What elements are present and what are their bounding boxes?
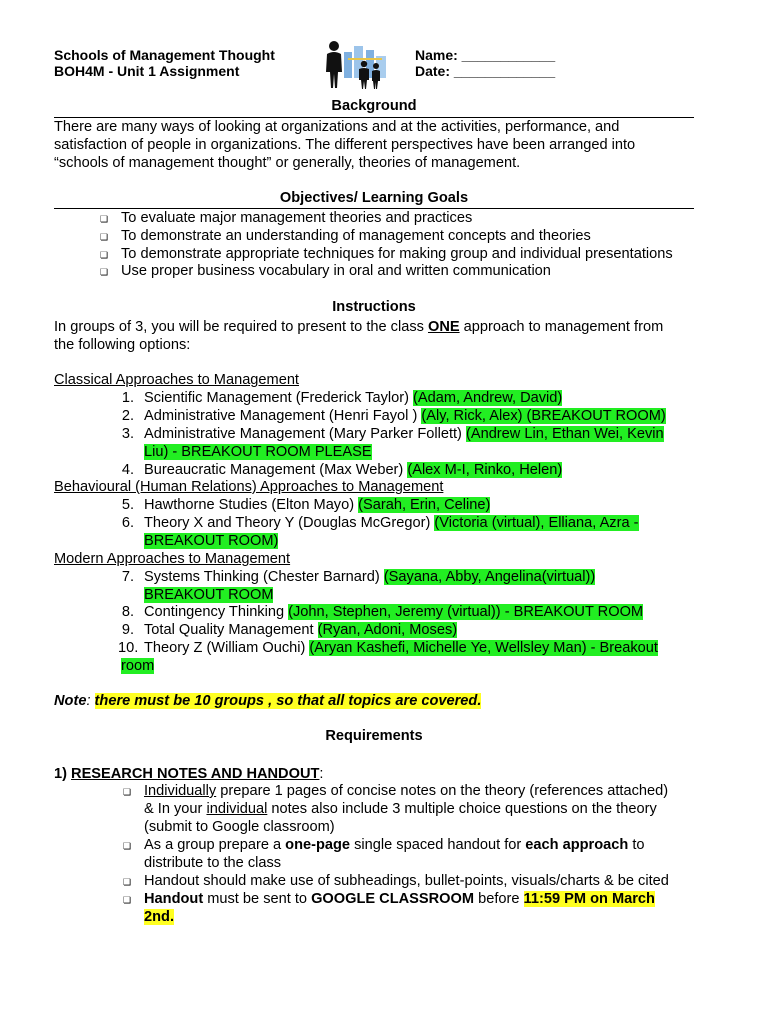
requirement-item: Individually prepare 1 pages of concise notes on the theory (references attached): [144, 783, 669, 799]
checkbox-bullet-icon: ❏: [123, 877, 132, 887]
objective-item: To demonstrate appropriate techniques for making group and individual presentations: [121, 246, 673, 262]
note-line: Note: there must be 10 groups , so that all topics are covered.: [54, 693, 482, 709]
section-modern: Modern Approaches to Management: [54, 551, 291, 567]
topic-item: Theory X and Theory Y (Douglas McGregor) (Victoria (virtual), Elliana, Azra -: [144, 515, 639, 531]
topic-item: Theory Z (William Ouchi) (Aryan Kashefi, Michelle Ye, Wellsley Man) - Breakout: [144, 640, 658, 656]
requirement-item: Handout should make use of subheadings, bullet-points, visuals/charts & be cited: [144, 873, 669, 889]
topic-item: Systems Thinking (Chester Barnard) (Sayana, Abby, Angelina(virtual)): [144, 569, 596, 585]
requirement-item-continued: (submit to Google classroom): [144, 819, 335, 835]
checkbox-bullet-icon: ❏: [123, 841, 132, 851]
objective-item: Use proper business vocabulary in oral and written communication: [121, 263, 551, 279]
topic-number: 3.: [121, 426, 134, 442]
doc-subtitle: BOH4M - Unit 1 Assignment: [54, 63, 240, 79]
requirements-heading: Requirements: [325, 728, 423, 744]
heading-rule: [54, 208, 694, 209]
business-people-icon: [322, 38, 394, 90]
checkbox-bullet-icon: ❏: [100, 214, 109, 224]
objective-item: To evaluate major management theories and practices: [121, 210, 473, 226]
heading-rule: [54, 117, 694, 118]
topic-item-continued: BREAKOUT ROOM: [144, 587, 274, 603]
checkbox-bullet-icon: ❏: [100, 232, 109, 242]
objective-item: To demonstrate an understanding of management concepts and theories: [121, 228, 591, 244]
background-line-1: There are many ways of looking at organizations and at the activities, performance, and: [54, 119, 620, 135]
topic-number: 4.: [121, 462, 134, 478]
topic-item: Scientific Management (Frederick Taylor) (Adam, Andrew, David): [144, 390, 563, 406]
topic-item: Hawthorne Studies (Elton Mayo) (Sarah, Erin, Celine): [144, 497, 491, 513]
section-behavioural: Behavioural (Human Relations) Approaches to Management: [54, 479, 444, 495]
name-field-label: Name: ____________: [415, 47, 556, 63]
topic-item: Contingency Thinking (John, Stephen, Jeremy (virtual)) - BREAKOUT ROOM: [144, 604, 644, 620]
topic-number: 2.: [121, 408, 134, 424]
requirement-item: Handout must be sent to GOOGLE CLASSROOM before 11:59 PM on March: [144, 891, 655, 907]
topic-number: 7.: [121, 569, 134, 585]
requirement-item: As a group prepare a one-page single spaced handout for each approach to: [144, 837, 645, 853]
topic-number: 5.: [121, 497, 134, 513]
topic-number: 10.: [118, 640, 139, 656]
requirement-item-continued: 2nd.: [144, 909, 174, 925]
research-notes-heading: 1) RESEARCH NOTES AND HANDOUT:: [54, 766, 324, 782]
doc-title: Schools of Management Thought: [54, 47, 275, 63]
section-classical: Classical Approaches to Management: [54, 372, 299, 388]
checkbox-bullet-icon: ❏: [123, 787, 132, 797]
topic-item-continued: Liu) - BREAKOUT ROOM PLEASE: [144, 444, 372, 460]
topic-number: 8.: [121, 604, 134, 620]
checkbox-bullet-icon: ❏: [123, 895, 132, 905]
topic-item: Administrative Management (Mary Parker Follett) (Andrew Lin, Ethan Wei, Kevin: [144, 426, 664, 442]
topic-item: Administrative Management (Henri Fayol ) (Aly, Rick, Alex) (BREAKOUT ROOM): [144, 408, 666, 424]
background-line-3: “schools of management thought” or generally, theories of management.: [54, 155, 521, 171]
topic-number: 9.: [121, 622, 134, 638]
background-heading: Background: [331, 98, 417, 114]
topic-number: 1.: [121, 390, 134, 406]
topic-item-continued: room: [121, 658, 155, 674]
topic-item-continued: BREAKOUT ROOM): [144, 533, 279, 549]
topic-item: Bureaucratic Management (Max Weber) (Alex M-I, Rinko, Helen): [144, 462, 563, 478]
checkbox-bullet-icon: ❏: [100, 250, 109, 260]
checkbox-bullet-icon: ❏: [100, 267, 109, 277]
topic-number: 6.: [121, 515, 134, 531]
instructions-heading: Instructions: [332, 299, 416, 315]
instructions-line-1: In groups of 3, you will be required to present to the class ONE approach to management from: [54, 319, 664, 335]
requirement-item-continued: & In your individual notes also include 3 multiple choice questions on the theory: [144, 801, 657, 817]
instructions-line-2: the following options:: [54, 337, 191, 353]
background-line-2: satisfaction of people in organizations. The different perspectives have been arranged into: [54, 137, 636, 153]
objectives-heading: Objectives/ Learning Goals: [279, 190, 469, 206]
date-field-label: Date: _____________: [415, 63, 556, 79]
topic-item: Total Quality Management (Ryan, Adoni, Moses): [144, 622, 458, 638]
requirement-item-continued: distribute to the class: [144, 855, 282, 871]
